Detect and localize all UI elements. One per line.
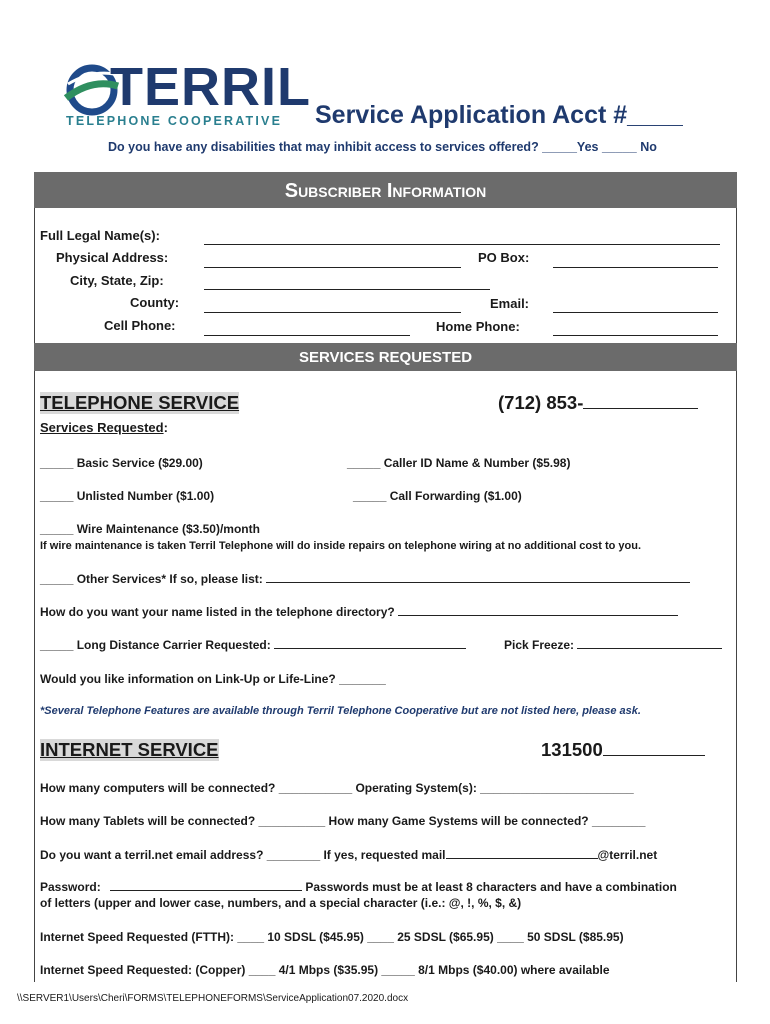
phone-number: (712) 853- (498, 392, 698, 414)
password-rule-line2: of letters (upper and lower case, numbers, and a special character (i.e.: @, !, %, $, &) (40, 896, 522, 910)
county-label: County: (130, 295, 180, 310)
wire-maintenance-note: If wire maintenance is taken Terril Telephone will do inside repairs on telephone wiring at no additional cost to you. (40, 540, 642, 552)
speed-ftth-line[interactable]: Internet Speed Requested (FTTH): ____ 10 SDSL ($45.95) ____ 25 SDSL ($65.95) ____ 50 SDSL ($85.95) (40, 930, 624, 944)
services-requested-label: Services Requested: (40, 420, 168, 435)
city-label: City, State, Zip: (70, 273, 164, 288)
cell-field[interactable] (204, 334, 410, 336)
call-forwarding-option[interactable]: _____ Call Forwarding ($1.00) (353, 489, 522, 503)
basic-service-option[interactable]: _____ Basic Service ($29.00) (40, 456, 203, 470)
unlisted-number-option[interactable]: _____ Unlisted Number ($1.00) (40, 489, 215, 503)
page-title: Service Application Acct #____ (315, 101, 683, 129)
internet-code: 131500 (541, 739, 705, 761)
email-address-question[interactable]: Do you want a terril.net email address? ________ If yes, requested mail @terril.net (40, 848, 658, 862)
caller-id-option[interactable]: _____ Caller ID Name & Number ($5.98) (347, 456, 571, 470)
full-name-label: Full Legal Name(s): (40, 228, 160, 243)
computers-question[interactable]: How many computers will be connected? ___________ Operating System(s): _______________________ (40, 781, 634, 795)
address-label: Physical Address: (56, 250, 169, 265)
logo-subtitle: TELEPHONE COOPERATIVE (66, 114, 283, 128)
pick-freeze-line[interactable]: Pick Freeze: (504, 638, 722, 652)
telephone-heading: TELEPHONE SERVICE (40, 392, 240, 413)
file-path-footer: \\SERVER1\Users\Cheri\FORMS\TELEPHONEFORMS\ServiceApplication07.2020.docx (17, 993, 409, 1004)
other-services-line[interactable]: _____ Other Services* If so, please list: (40, 572, 690, 586)
city-field[interactable] (204, 288, 490, 290)
po-box-field[interactable] (553, 266, 718, 268)
tablets-question[interactable]: How many Tablets will be connected? __________ How many Game Systems will be connected? ________ (40, 814, 646, 828)
address-field[interactable] (204, 266, 461, 268)
home-phone-field[interactable] (553, 334, 718, 336)
speed-copper-line[interactable]: Internet Speed Requested: (Copper) ____ 4/1 Mbps ($35.95) _____ 8/1 Mbps ($40.00) where available (40, 963, 610, 977)
services-requested-bar: SERVICES REQUESTED (34, 343, 737, 371)
full-name-field[interactable] (204, 243, 720, 245)
home-phone-label: Home Phone: (436, 319, 520, 334)
disability-question: Do you have any disabilities that may inhibit access to services offered? _____Yes _____ No (108, 140, 657, 154)
telephone-features-note: *Several Telephone Features are available through Terril Telephone Cooperative but are not listed here, please ask. (40, 705, 641, 717)
wire-maintenance-option[interactable]: _____ Wire Maintenance ($3.50)/month (40, 522, 260, 536)
po-box-label: PO Box: (478, 250, 530, 265)
county-field[interactable] (204, 311, 461, 313)
linkup-question[interactable]: Would you like information on Link-Up or Life-Line? _______ (40, 672, 386, 686)
long-distance-line[interactable]: _____ Long Distance Carrier Requested: (40, 638, 466, 652)
email-label: Email: (490, 296, 530, 311)
email-field[interactable] (553, 311, 718, 313)
internet-heading: INTERNET SERVICE (40, 739, 219, 760)
subscriber-heading: Subscriber Information (34, 172, 737, 208)
cell-label: Cell Phone: (104, 318, 176, 333)
password-line[interactable]: Password: Passwords must be at least 8 characters and have a combination (40, 880, 677, 894)
company-logo (60, 56, 311, 131)
directory-listing-line[interactable]: How do you want your name listed in the telephone directory? (40, 605, 678, 619)
logo-name: TERRIL (110, 57, 311, 117)
